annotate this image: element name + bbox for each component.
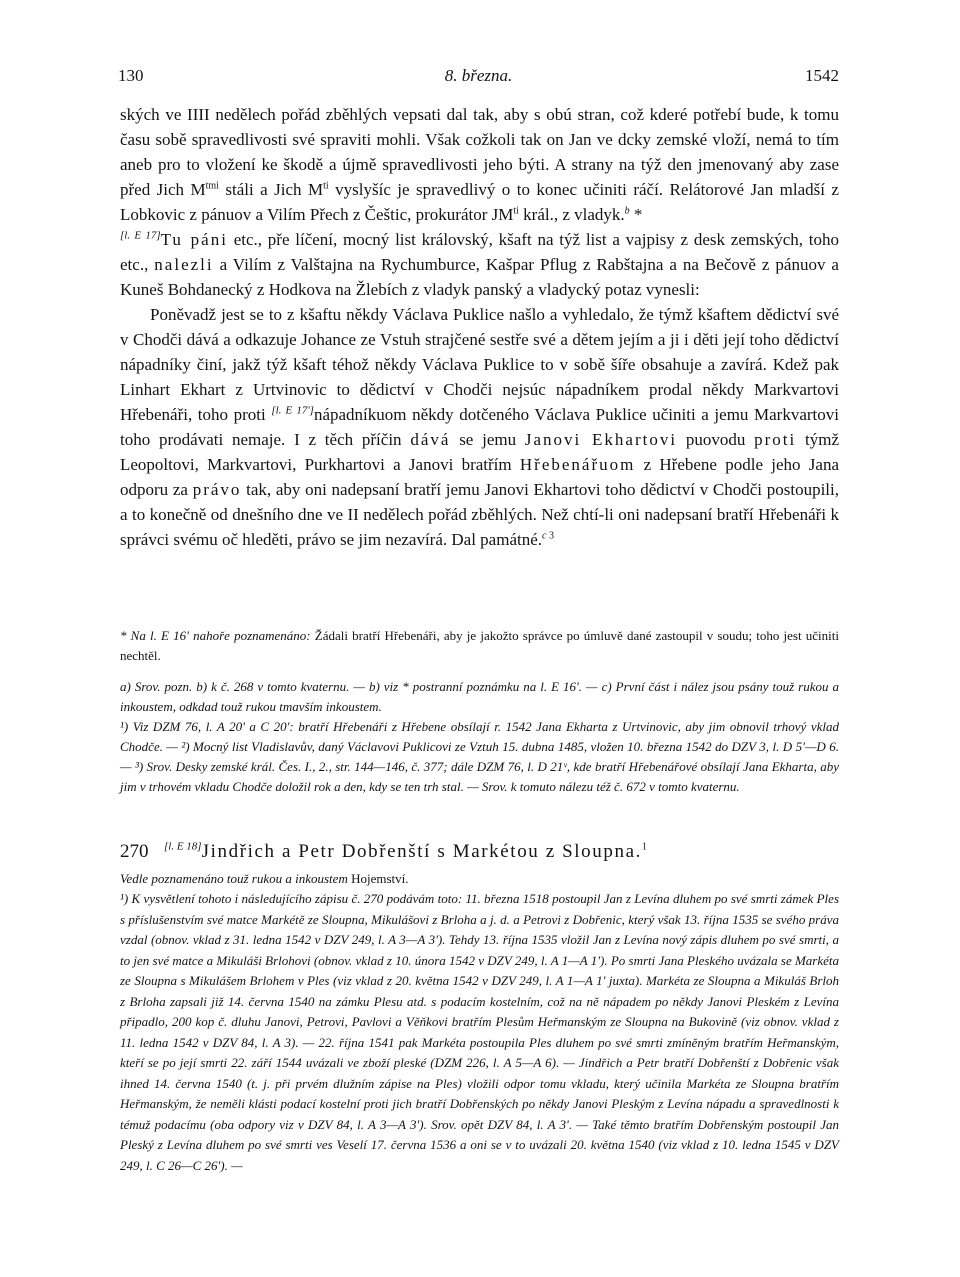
running-year: 1542 bbox=[805, 66, 839, 85]
abbr-superscript: ti bbox=[323, 180, 329, 192]
abbr-superscript: tmi bbox=[205, 180, 219, 192]
abbr-superscript: ti bbox=[513, 205, 519, 217]
folio-ref: [l. E 17'] bbox=[271, 404, 314, 417]
entry-number: 270 bbox=[120, 841, 149, 862]
star-note: * Na l. E 16' nahoře poznamenáno: Žádali bratří Hřebenáři, aby je jakožto správce po úmluvě dané zastoupil v soudu; toho jest učiniti nechtěl. bbox=[120, 628, 839, 663]
entry-title: Jindřich a Petr Dobřenští s Markétou z Sloupna. bbox=[201, 841, 642, 862]
note-mark: c bbox=[542, 530, 547, 542]
folio-ref: [l. E 17] bbox=[120, 229, 161, 242]
entry-footnote: ¹) K vysvětlení tohoto i následujícího zápisu č. 270 podávám toto: 11. března 1518 postoupil Jan z Levína dluhem po své smrti zámek Ples s příslušenstvím své matce Markétě ze Sloupna, Mikulášovi z Brloha a j. d. a Petrovi z Dobřenic, který však 13. října 1535 se svého práva vzdal (obnov. vklad z 31. ledna 1542 v DZV 249, l. A 3—A 3'). Tehdy 13. října 1535 vložil Jan z Levína nový zápis dluhem po své smrti, a to jen své matce a Mikuláši Brlohovi (obnov. vklad z 10. února 1542 v DZV 249, l. A 1—A 1'). Po smrti Jana Pleského uvázala se Markéta ze Sloupna s Mikulášem Brlohem v Ples (viz vklad z 20. května 1542 v DZV 249, l. A 1—A 1' juxta). Markéta ze Sloupna a Mikuláš Brloh z Brloha zapsali již 14. června 1540 na zámku Plesu atd. s podacím kostelním, což na ně nápadem po někdy Janovi Pleském z Levína připadlo, 200 kop č. dluhu Janovi, Petrovi, Pavlovi a Věňkovi bratřím Plesům Heřmanským ze Sloupna na Bukovině (viz obnov. vklad z 11. ledna 1542 v DZV 84, l. A 3). — 22. října 1541 pak Markéta postoupila Ples dluhem po své smrti zmíněným bratřím Heřmanským, kteří se po její smrti 22. září 1544 uvázali ve zboží pleské (DZM 226, l. A 5—A 6). — Jindřich a Petr bratří Dobřenští z Dobřenic však ihned 14. června 1540 (t. j. při prvém dlužním zápise na Ples) vložili odpor tomu vkladu, který učinila Markéta ze Sloupna bratřím Heřmanským, že neměli klásti podací kostelní proti jich bratří Dobřenských po někdy Janovi Pleským z Levína nápadu a spravedlnosti k témuž podacímu (oba odpory viz v DZV 84, l. A 3—A 3'). Srov. opět DZV 84, l. A 3'. — Také těmto bratřím Dobřenským postoupil Jan Pleský z Levína dluhem po své smrti ves Veselí 17. června 1536 a oni se v to uvázali 20. května 1540 (viz vklad z 10. ledna 1545 v DZV 249, l. C 26—C 26'). — bbox=[120, 891, 839, 1173]
note-mark: b bbox=[624, 205, 630, 217]
page-number: 130 bbox=[118, 66, 144, 85]
entry-heading bbox=[120, 839, 839, 865]
paragraph-continuation: ských ve IIII nedělech pořád zběhlých vepsati dal tak, aby s obú stran, což kderé potřebí bude, k tomu času sobě spravedlivosti své spraviti mohli. Však cožkoli tak on Jan ve dcky zemské vloží, nemá to tím aneb pro to vložení ke škodě a újmě spravedlivosti jeho býti. A strany na týž den jmenovaný aby zase před Jich $M^{tmi}$ stáli a Jich $M^{ti}$ vyslyšíc je spravedlivý o to konec učiniti ráčí. Relátorové Jan mladší z Lobkovic z pánuov a Vilím Přech z Češtic, prokurátor $JM^{ti}$ král., z vladyk.$^b$ * bbox=[120, 105, 839, 224]
paragraph-verdict-intro: [l. E 17]Tu páni etc., pře líčení, mocný list královský, kšaft na týž list a vajpisy z desk zemských, toho etc., nalezli a Vilím z Valštajna na Rychumburce, Kašpar Pflug z Rabštajna a na Bečově z pánuov a Kuneš Bohdanecký z Hodkova na Žlebích z vladyk panský a vladycký potaz vynesli: bbox=[120, 229, 839, 299]
note-mark: 3 bbox=[546, 530, 554, 542]
paragraph-verdict: Poněvadž jest se to z kšaftu někdy Václava Puklice našlo a vyhledalo, že týmž kšaftem dědictví své v Chodči dává a odkazuje Johance ze Vstuh strajčené sestře své a dětem jejím a ji i děti její toho dědictví nápadníky činí, jakž týž kšaft téhož někdy Václava Puklice to v sobě šíře obsahuje a zavírá. Kdež pak Linhart Ekhart z Urtvinovic to dědictví v Chodči nejsúc nápadníkem prodal někdy Markvartovi Hřebenáři, toho proti [l. E 17']nápadníkuom někdy dotčeného Václava Puklice učiniti a jemu Markvartovi toho prodávati nemaje. I z těch příčin dává se jemu Janovi Ekhartovi puovodu proti týmž Leopoltovi, Markvartovi, Purkhartovi a Janovi bratřím Hřebenářuom z Hřebene podle jeho Jana odporu za právo tak, aby oni nadepsaní bratří jemu Janovi Ekhartovi toho dědictví v Chodči postoupili, a to konečně od dnešního dne ve II nedělech pořád zběhlých. Než chtí-li oni nadepsaní bratří Hřebenáři k správci svému oč hleděti, právo se jim nezavírá. Dal památné.$^c$ $^3$ bbox=[120, 305, 840, 549]
entry-rubric: Vedle poznamenáno touž rukou a inkoustem Hojemství. bbox=[120, 871, 409, 886]
folio-ref: [l. E 18] bbox=[164, 840, 202, 853]
running-date: 8. března. bbox=[444, 66, 513, 85]
star-mark: * bbox=[629, 205, 643, 224]
letter-notes: a) Srov. pozn. b) k č. 268 v tomto kvaternu. — b) viz * postranní poznámku na l. E 16'. — c) První část i nález jsou psány touž rukou a inkoustem, odkdad touž rukou tmavším inkoustem. bbox=[120, 679, 839, 714]
page-header bbox=[118, 66, 839, 90]
main-text bbox=[120, 102, 839, 552]
note-mark: 1 bbox=[641, 841, 647, 853]
numbered-notes: ¹) Viz DZM 76, l. A 20' a C 20': bratří Hřebenáři z Hřebene obsílají r. 1542 Jana Ekharta z Urtvinovic, aby jim obnovil trhový vklad Chodče. — ²) Mocný list Vladislavův, daný Václavovi Puklicovi ze Vztuh 15. dubna 1485, vložen 10. března 1542 do DZV 3, l. D 5'—D 6. — ³) Srov. Desky zemské král. Čes. I., 2., str. 144—146, č. 377; dále DZM 76, l. D 21ᵛ, kde bratří Hřebenářové obsílají Jana Ekharta, aby jim v trhovém vkladu Chodče doložil rok a den, kdy se ten trh stal. — Srov. k tomuto nálezu též č. 672 v tomto kvaternu. bbox=[120, 719, 839, 794]
